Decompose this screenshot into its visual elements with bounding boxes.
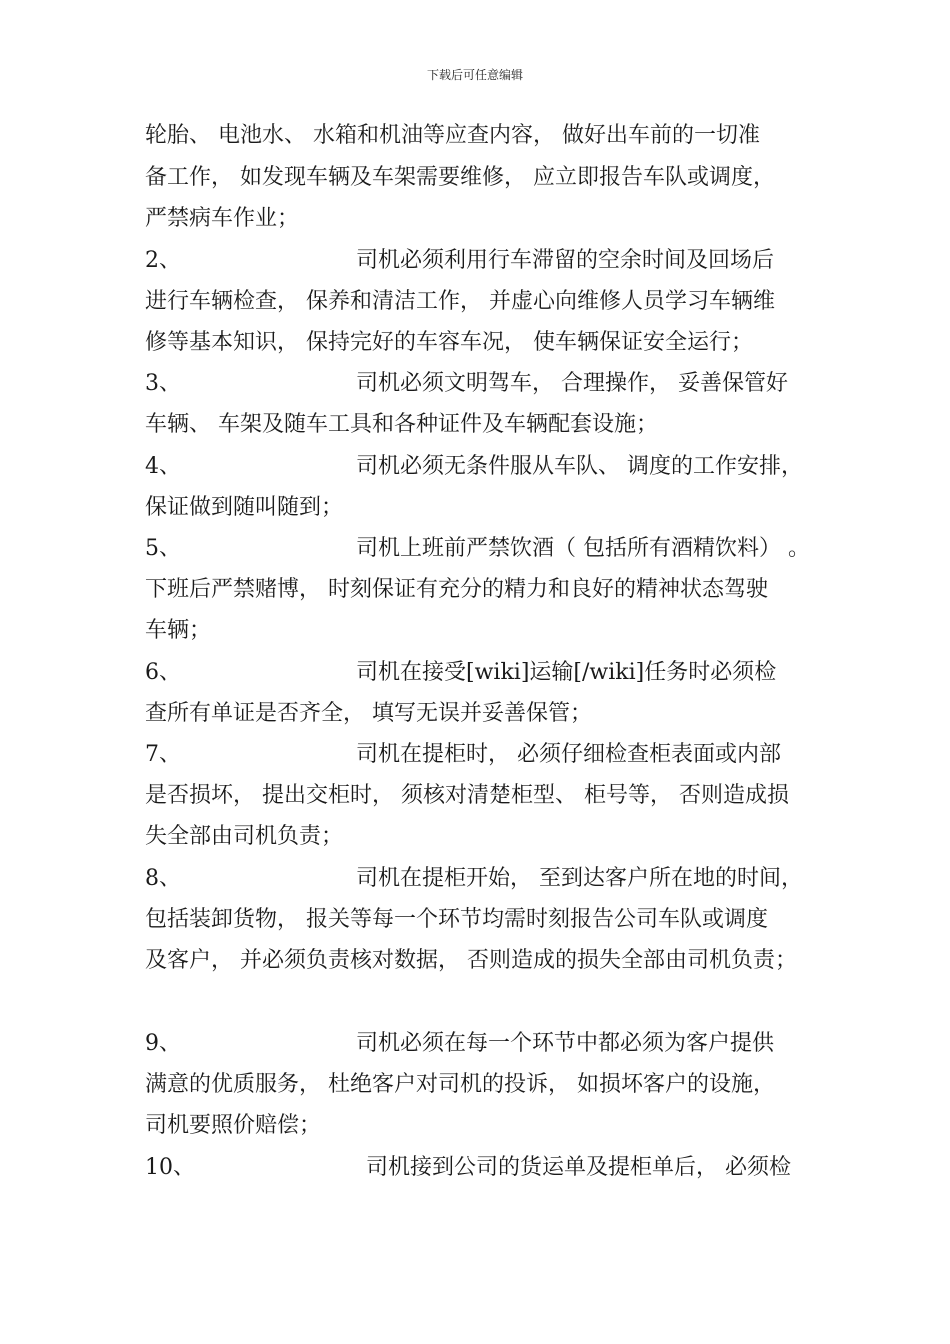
item-lead-line: 司机必须利用行车滞留的空余时间及回场后 xyxy=(356,248,775,273)
paragraph-line: 轮胎、 电池水、 水箱和机油等应查内容， 做好出车前的一切准 xyxy=(145,123,760,148)
item-lead-line: 司机上班前严禁饮酒（ 包括所有酒精饮料） 。 xyxy=(356,536,810,561)
item-number: 6、 xyxy=(145,660,181,685)
item-number: 10、 xyxy=(145,1155,195,1180)
paragraph-line: 下班后严禁赌博， 时刻保证有充分的精力和良好的精神状态驾驶 xyxy=(145,577,768,602)
paragraph-line: 严禁病车作业； xyxy=(145,206,300,231)
paragraph-line: 是否损坏， 提出交柜时， 须核对清楚柜型、 柜号等， 否则造成损 xyxy=(145,783,789,808)
item-number: 2、 xyxy=(145,248,181,273)
paragraph-line: 车辆、 车架及随车工具和各种证件及车辆配套设施； xyxy=(145,412,658,437)
item-lead-line: 司机在提柜开始， 至到达客户所在地的时间， xyxy=(356,866,803,891)
page-header: 下载后可任意编辑 xyxy=(426,68,523,82)
item-lead-line: 司机在接受[wiki]运输[/wiki]任务时必须检 xyxy=(356,660,777,685)
paragraph-line: 进行车辆检查， 保养和清洁工作， 并虚心向维修人员学习车辆维 xyxy=(145,289,775,314)
item-number: 8、 xyxy=(145,866,181,891)
item-number: 7、 xyxy=(145,742,181,767)
paragraph-line: 及客户， 并必须负责核对数据， 否则造成的损失全部由司机负责； xyxy=(145,948,797,973)
paragraph-line: 失全部由司机负责； xyxy=(145,824,344,849)
item-number: 3、 xyxy=(145,371,181,396)
item-lead-line: 司机必须在每一个环节中都必须为客户提供 xyxy=(356,1031,775,1056)
item-lead-line: 司机必须无条件服从车队、 调度的工作安排， xyxy=(356,454,803,479)
paragraph-line: 修等基本知识， 保持完好的车容车况， 使车辆保证安全运行； xyxy=(145,330,753,355)
paragraph-line: 备工作， 如发现车辆及车架需要维修， 应立即报告车队或调度， xyxy=(145,165,775,190)
paragraph-line: 包括装卸货物， 报关等每一个环节均需时刻报告公司车队或调度 xyxy=(145,907,768,932)
item-number: 4、 xyxy=(145,454,181,479)
paragraph-line: 满意的优质服务， 杜绝客户对司机的投诉， 如损坏客户的设施， xyxy=(145,1072,775,1097)
item-lead-line: 司机接到公司的货运单及提柜单后， 必须检 xyxy=(366,1155,791,1180)
item-number: 9、 xyxy=(145,1031,181,1056)
paragraph-line: 保证做到随叫随到； xyxy=(145,495,344,520)
item-lead-line: 司机在提柜时， 必须仔细检查柜表面或内部 xyxy=(356,742,781,767)
paragraph-line: 查所有单证是否齐全， 填写无误并妥善保管； xyxy=(145,701,592,726)
item-number: 5、 xyxy=(145,536,181,561)
paragraph-line: 司机要照价赔偿； xyxy=(145,1113,322,1138)
item-lead-line: 司机必须文明驾车， 合理操作， 妥善保管好 xyxy=(356,371,788,396)
paragraph-line: 车辆； xyxy=(145,618,212,643)
